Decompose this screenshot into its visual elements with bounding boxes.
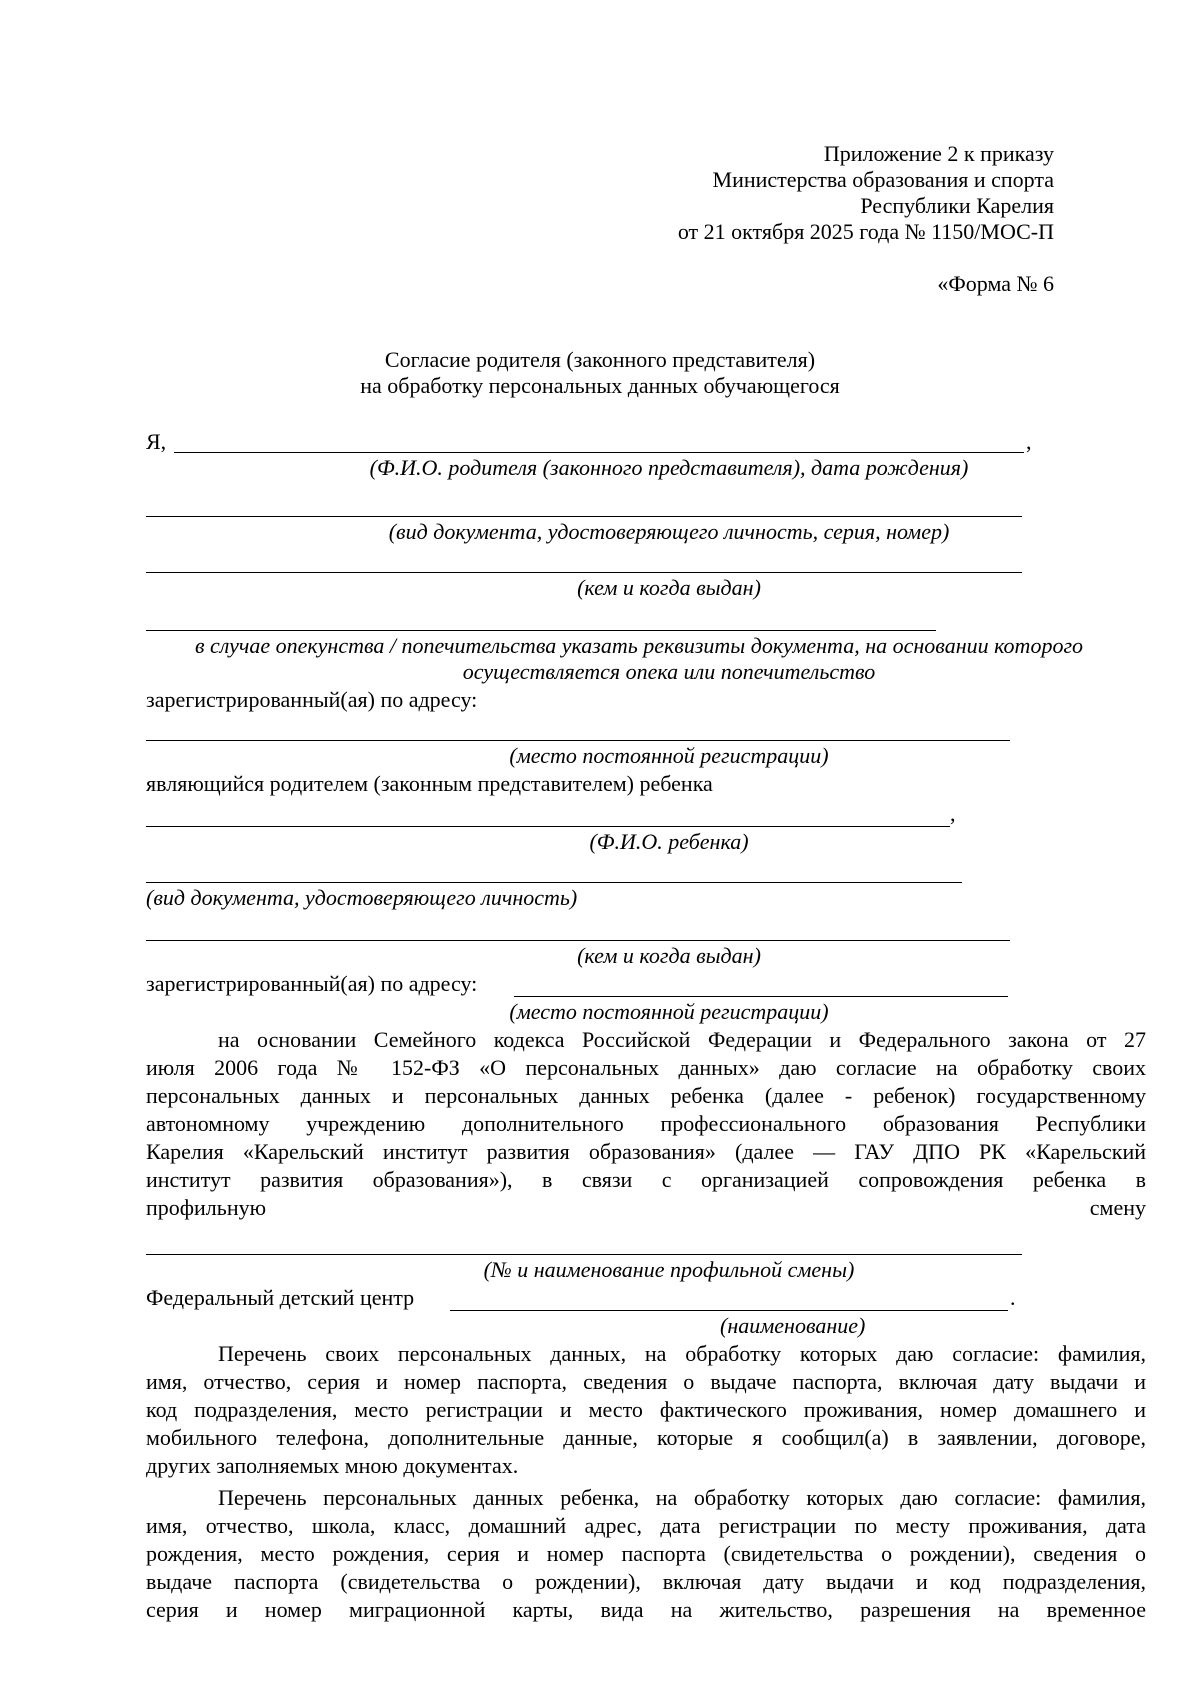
- parent-document-field[interactable]: [146, 516, 1022, 517]
- child-data-line-3: рождения, место рождения, серия и номер паспорта (свидетельства о рождении), сведения о: [146, 1541, 1146, 1566]
- child-data-line-4: выдаче паспорта (свидетельства о рождении), включая дату выдачи и код подразделения,: [146, 1569, 1146, 1594]
- guardian-document-field[interactable]: [146, 630, 936, 631]
- own-data-line-3: код подразделения, место регистрации и место фактического проживания, номер домашнего и: [146, 1397, 1146, 1422]
- consent-line-6: институт развития образования»), в связи с организацией сопровождения ребенка в: [146, 1167, 1146, 1192]
- guardian-note-2: осуществляется опека или попечительство: [462, 659, 876, 684]
- caption-fio-child: (Ф.И.О. ребенка): [589, 829, 749, 854]
- center-label: Федеральный детский центр: [146, 1285, 415, 1310]
- caption-doc-parent: (вид документа, удостоверяющего личность, серия, номер): [388, 519, 950, 544]
- registered-label-1: зарегистрированный(ая) по адресу:: [146, 687, 478, 712]
- consent-line-7: профильную смену: [146, 1195, 1146, 1220]
- own-data-line-2: имя, отчество, серия и номер паспорта, сведения о выдаче паспорта, включая дату выдачи и: [146, 1369, 1146, 1394]
- consent-line-5: Карелия «Карельский институт развития образования» (далее — ГАУ ДПО РК «Карельский: [146, 1139, 1146, 1164]
- parent-issued-field[interactable]: [146, 572, 1022, 573]
- caption-reg-child: (место постоянной регистрации): [509, 999, 829, 1024]
- caption-doc-child: (вид документа, удостоверяющего личность): [146, 885, 578, 910]
- comma-2: ,: [950, 801, 956, 826]
- comma-1: ,: [1026, 429, 1032, 454]
- child-fio-field[interactable]: [146, 826, 950, 827]
- own-data-line-4: мобильного телефона, дополнительные данные, которые я сообщил(а) в заявлении, договоре,: [146, 1425, 1146, 1450]
- consent-line-1: на основании Семейного кодекса Российской Федерации и Федерального закона от 27: [218, 1027, 1146, 1052]
- child-data-line-1: Перечень персональных данных ребенка, на обработку которых даю согласие: фамилия,: [218, 1485, 1146, 1510]
- caption-fio-parent: (Ф.И.О. родителя (законного представителя), дата рождения): [369, 455, 969, 480]
- header-line-1: Приложение 2 к приказу: [823, 141, 1054, 166]
- title-line-2: на обработку персональных данных обучающегося: [360, 373, 840, 398]
- own-data-line-5: других заполняемых мною документах.: [146, 1453, 519, 1478]
- form-label: «Форма № 6: [937, 271, 1054, 296]
- consent-line-4: автономному учреждению дополнительного профессионального образования Республики: [146, 1111, 1146, 1136]
- header-line-4: от 21 октября 2025 года № 1150/МОС-П: [677, 219, 1054, 244]
- parent-registration-field[interactable]: [146, 740, 1010, 741]
- shift-name-field[interactable]: [146, 1254, 1022, 1255]
- center-name-field[interactable]: [450, 1310, 1008, 1311]
- child-data-line-5: серия и номер миграционной карты, вида на жительство, разрешения на временное: [146, 1597, 1146, 1622]
- caption-issued-parent: (кем и когда выдан): [577, 575, 761, 600]
- consent-line-3: персональных данных и персональных данных ребенка (далее - ребенок) государственному: [146, 1083, 1146, 1108]
- child-issued-field[interactable]: [146, 940, 1010, 941]
- ya-label: Я,: [146, 429, 167, 454]
- center-dot: .: [1010, 1285, 1016, 1310]
- caption-issued-child: (кем и когда выдан): [577, 943, 761, 968]
- title-line-1: Согласие родителя (законного представителя): [384, 347, 816, 372]
- guardian-note-1: в случае опекунства / попечительства указать реквизиты документа, на основании которого: [194, 633, 1084, 658]
- consent-line-2: июля 2006 года № 152-ФЗ «О персональных данных» даю согласие на обработку своих: [146, 1055, 1146, 1080]
- caption-shift: (№ и наименование профильной смены): [483, 1257, 855, 1282]
- caption-center-name: (наименование): [720, 1313, 866, 1338]
- header-line-2: Министерства образования и спорта: [712, 167, 1054, 192]
- registered-label-2: зарегистрированный(ая) по адресу:: [146, 971, 478, 996]
- child-data-line-2: имя, отчество, школа, класс, домашний адрес, дата регистрации по месту проживания, дата: [146, 1513, 1146, 1538]
- child-document-field[interactable]: [146, 882, 962, 883]
- parent-fio-field[interactable]: [174, 452, 1024, 453]
- being-parent-label: являющийся родителем (законным представителем) ребенка: [146, 771, 713, 796]
- header-line-3: Республики Карелия: [860, 193, 1054, 218]
- own-data-line-1: Перечень своих персональных данных, на обработку которых даю согласие: фамилия,: [218, 1341, 1146, 1366]
- child-registration-field[interactable]: [514, 996, 1008, 997]
- caption-reg-parent: (место постоянной регистрации): [509, 743, 829, 768]
